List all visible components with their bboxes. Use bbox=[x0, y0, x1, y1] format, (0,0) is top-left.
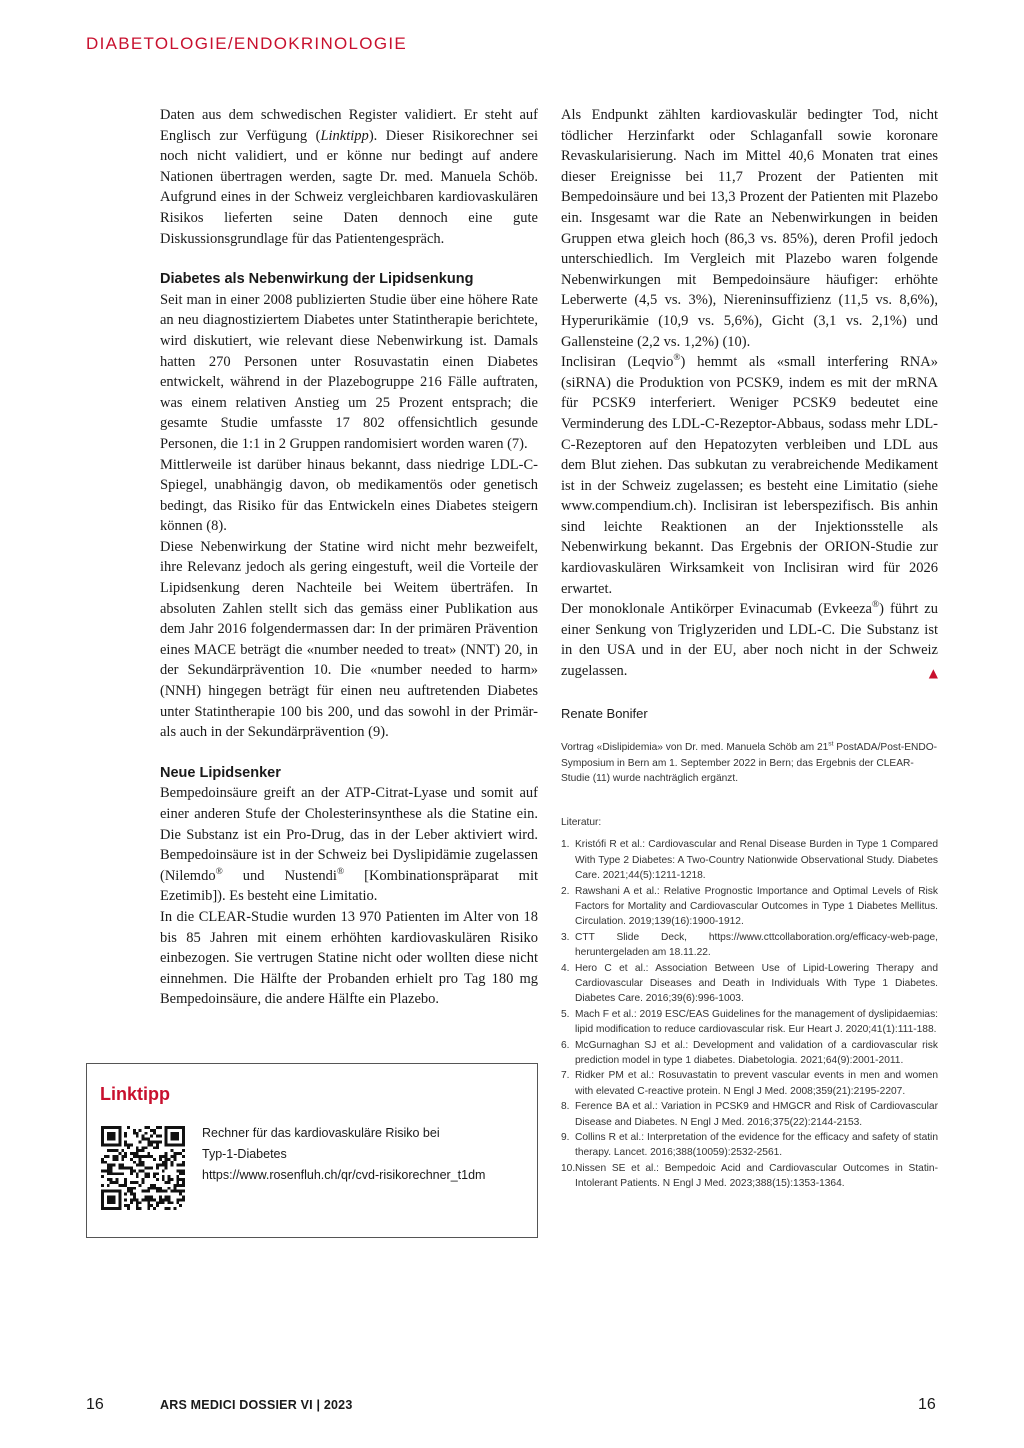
linktip-line: Rechner für das kardiovaskuläre Risiko bei bbox=[202, 1126, 440, 1140]
paragraph: In die CLEAR-Studie wurden 13 970 Patienten im Alter von 18 bis 85 Jahren mit einem erhöhten kardiovaskulären Risiko einbezogen. Sie vertrugen Statine nicht oder wollten diese nicht einnehmen. Die Hälfte der Probanden erhielt pro Tag 180 mg Bempedoinsäure, die andere Hälfte ein Plazebo. bbox=[160, 908, 538, 1008]
reference-item: 4. Hero C et al.: Association Between Use of Lipid-Lowering Therapy and Cardiovascular Diseases and Death in Individuals With Type 1 Diabetes. Diabetes Care. 2016;39(6):996-1003. bbox=[561, 962, 938, 1005]
section-heading-diabetes: Diabetes als Nebenwirkung der Lipidsenkung bbox=[160, 271, 474, 288]
paragraph: Als Endpunkt zählten kardiovaskulär bedingter Tod, nicht tödlicher Herzinfarkt oder Schlaganfall sowie koronare Revaskularisierung. Nach im Mittel 40,6 Monaten trat eines dieser Ereignisse bei 11,7 Prozent der Patienten mit Bempedoinsäure und bei 13,3 Prozent der Patienten mit Plazebo ein. Insgesamt war die Rate an Nebenwirkungen in beiden Gruppen etwa gleich hoch (86,3 vs. 85%), deren Profil jedoch unterschiedlich. Im Vergleich mit Plazebo waren folgende Nebenwirkungen mit Bempedoinsäure häufiger: erhöhte Leberwerte (4,5 vs. 3%), Niereninsuffizienz (11,5 vs. 8,6%), Hyperurikämie (10,9 vs. 5,6%), Gicht (3,1 vs. 2,1%) und Gallensteine (2,2 vs. 1,2%) (10). bbox=[561, 107, 938, 350]
reference-item: 7. Ridker PM et al.: Rosuvastatin to prevent vascular events in men and women with elevated C-reactive protein. N Engl J Med. 2008;359(21):2195-2207. bbox=[561, 1070, 938, 1097]
reference-item: 3. CTT Slide Deck, https://www.cttcollaboration.org/efficacy-web-page, heruntergeladen am 18.11.22. bbox=[561, 931, 938, 959]
reference-item: 2. Rawshani A et al.: Relative Prognostic Importance and Optimal Levels of Risk Factors for Mortality and Cardiovascular Outcomes in Type 1 Diabetes Mellitus. Circulation. 2019;139(16):1900-1912. bbox=[561, 885, 938, 928]
end-mark-icon: ▲ bbox=[928, 666, 938, 681]
reference-item: 10. Nissen SE et al.: Bempedoic Acid and Cardiovascular Outcomes in Statin-Intolerant Patients. N Engl J Med. 2023;388(15):1353-1364. bbox=[561, 1162, 938, 1190]
page-number-left: 16 bbox=[86, 1396, 104, 1413]
linktip-line: Typ-1-Diabetes bbox=[202, 1147, 287, 1161]
reference-item: 8. Ference BA et al.: Variation in PCSK9 and HMGCR and Risk of Cardiovascular Disease and Diabetes. N Engl J Med. 2016;375(22):2144-2153. bbox=[561, 1101, 938, 1128]
paragraph: Seit man in einer 2008 publizierten Studie über eine höhere Rate an neu diagnostiziertem Diabetes unter Statintherapie berichtete, wird diskutiert, wie relevant diese Nebenwirkung ist. Damals hatten 270 Personen unter Rosuvastatin einen Diabetes entwickelt, während in der Plazebogruppe 216 Fälle auftraten, was einem relativen Anstieg um 25 Prozent entsprach; die gesamte Studie umfasste 17 802 offensichtlich gesunde Personen, die 1:1 in 2 Gruppen randomisiert worden waren (7). bbox=[160, 291, 538, 452]
journal-name: ARS MEDICI DOSSIER VI | 2023 bbox=[160, 1398, 353, 1412]
reference-item: 9. Collins R et al.: Interpretation of the evidence for the efficacy and safety of statin therapy. Lancet. 2016;388(10059):2532-2561. bbox=[561, 1132, 938, 1159]
section-heading-lipidsenker: Neue Lipidsenker bbox=[160, 764, 281, 781]
reference-item: 6. McGurnaghan SJ et al.: Development and validation of a cardiovascular risk prediction model in type 1 diabetes. Diabetologia. 2021;64(9):2001-2011. bbox=[561, 1039, 938, 1066]
reference-item: 1. Kristófi R et al.: Cardiovascular and Renal Disease Burden in Type 1 Compared With Type 2 Diabetes: A Two-Country Nationwide Observational Study. Diabetes Care. 2021;44(5):1211-1218. bbox=[561, 839, 938, 882]
qr-code-icon[interactable] bbox=[101, 1126, 185, 1210]
right-column bbox=[561, 105, 938, 1192]
linktip-title: Linktipp bbox=[100, 1084, 170, 1104]
reference-list bbox=[561, 837, 938, 1191]
paragraph: Daten aus dem schwedischen Register validiert. Er steht auf Englisch zur Verfügung (Linktipp). Dieser Risikorechner sei noch nicht validiert, und er könne nur bedingt auf andere Nationen übertragen werden, sagte Dr. med. Manuela Schöb. Aufgrund eines in der Schweiz vergleichbaren kardiovaskulären Risikos lieferten seine Daten dennoch eine gute Diskussionsgrundlage für das Patientengespräch. bbox=[160, 107, 538, 247]
paragraph: Mittlerweile ist darüber hinaus bekannt, dass niedrige LDL-C-Spiegel, unabhängig davon, ob medikamentös oder genetisch bedingt, das Risiko für das Entwickeln eines Diabetes steigern können (8). bbox=[160, 456, 538, 535]
linktip-box bbox=[86, 1063, 538, 1238]
paragraph: Bempedoinsäure greift an der ATP-Citrat-Lyase und somit auf einer anderen Stufe der Cholesterinsynthese als die Statine ein. Die Substanz ist ein Pro-Drug, das in der Leber aktiviert wird. Bempedoinsäure ist in der Schweiz bei Dyslipidämie zugelassen (Nilemdo® und Nustendi® [Kombinationspräparat mit Ezetimib]). Es besteht eine Limitatio. bbox=[160, 785, 539, 905]
left-column bbox=[160, 105, 538, 1010]
section-title: DIABETOLOGIE/ENDOKRINOLOGIE bbox=[86, 34, 408, 53]
paragraph: Der monoklonale Antikörper Evinacumab (Evkeeza®) führt zu einer Senkung von Triglyzeriden und LDL-C. Die Substanz ist in den USA und in der EU, aber noch nicht in der Schweiz zugelassen. ▲ bbox=[561, 599, 938, 681]
page-number-right: 16 bbox=[918, 1396, 936, 1413]
reference-item: 5. Mach F et al.: 2019 ESC/EAS Guidelines for the management of dyslipidaemias: lipid modification to reduce cardiovascular risk. Eur Heart J. 2020;41(1):111-188. bbox=[561, 1008, 938, 1036]
linktip-url[interactable]: https://www.rosenfluh.ch/qr/cvd-risikorechner_t1dm bbox=[202, 1168, 486, 1182]
linktip-reference: Linktipp bbox=[320, 127, 369, 144]
paragraph: Inclisiran (Leqvio®) hemmt als «small interfering RNA» (siRNA) die Produktion von PCSK9, indem es mit der mRNA für PCSK9 interferiert. Weniger PCSK9 bedeutet eine Verminderung des LDL-C-Rezeptor-Abbaus, sodass mehr LDL-C-Rezeptoren auf den Hepatozyten verbleiben und LDL aus dem Blut ziehen. Das subkutan zu verabreichende Medikament ist in der Schweiz zugelassen; es besteht eine Limitatio (siehe www.compendium.ch). Inclisiran ist leberspezifisch. Bis anhin sind leichte Reaktionen an der Injektionsstelle als Nebenwirkung bekannt. Das Ergebnis der ORION-Studie zur kardiovaskulären Wirksamkeit von Inclisiran wird für 2026 erwartet. bbox=[561, 353, 938, 597]
paragraph: Diese Nebenwirkung der Statine wird nicht mehr bezweifelt, ihre Relevanz jedoch als gering eingestuft, weil die Vorteile der Lipidsenkung deren Nachteile bei Weitem überträfen. In absoluten Zahlen stellt sich das gemäss einer Publikation aus dem Jahr 2016 folgendermassen dar: In der primären Prävention eines MACE beträgt die «number needed to treat» (NNT) 20, in der Sekundärprävention 10. Die «number needed to harm» (NNH) hingegen beträgt für einen neu auftretenden Diabetes unter Statintherapie 100 bis 200, und das sowohl in der Primär- als auch in der Sekundärprävention (9). bbox=[160, 538, 538, 741]
author: Renate Bonifer bbox=[561, 705, 648, 721]
literature-heading: Literatur: bbox=[561, 816, 602, 828]
talk-note: Vortrag «Dislipidemia» von Dr. med. Manuela Schöb am 21st PostADA/Post-ENDO-Symposium in Bern am 1. September 2022 in Bern; das Ergebnis der CLEAR-Studie (11) wurde nachträglich ergänzt. bbox=[561, 740, 938, 785]
linktip-text bbox=[202, 1123, 485, 1186]
